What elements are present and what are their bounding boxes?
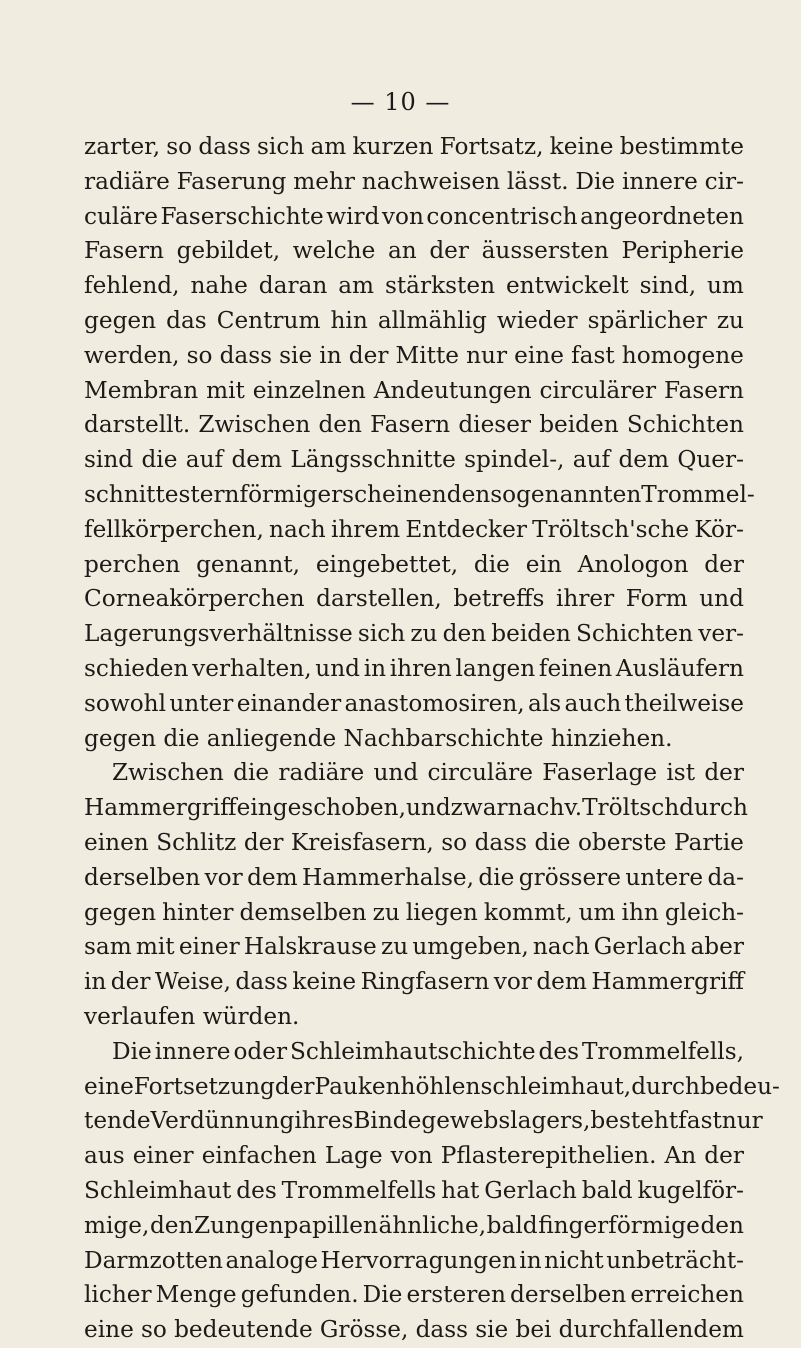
text-line: licher Menge gefunden. Die ersteren derselben erreichen [84, 1281, 744, 1309]
text-line: Lagerungsverhältnisse sich zu den beiden Schichten ver- [84, 620, 744, 648]
text-line: schnitte sternförmig erscheinenden sogenannten Trommel- [84, 480, 755, 508]
text-line: Fasern gebildet, welche an der äussersten Peripherie [84, 237, 744, 265]
text-line: Schleimhaut des Trommelfells hat Gerlach bald kugelför- [84, 1176, 744, 1204]
paragraph-start-line: Die innere oder Schleimhautschichte des Trommelfells, [112, 1037, 744, 1065]
text-line: sowohl unter einander anastomosiren, als auch theilweise [84, 689, 744, 717]
text-line: zarter, so dass sich am kurzen Fortsatz, keine bestimmte [84, 133, 744, 160]
text-line: perchen genannt, eingebettet, die ein Anologon der [84, 550, 744, 578]
text-line: mige, den Zungenpapillen ähnliche, bald fingerförmige den [84, 1211, 744, 1239]
text-line: derselben vor dem Hammerhalse, die grössere untere da- [84, 863, 744, 891]
text-line: werden, so dass sie in der Mitte nur eine fast homogene [84, 341, 744, 369]
text-line: einen Schlitz der Kreisfasern, so dass die oberste Partie [84, 828, 744, 856]
text-line: Corneakörperchen darstellen, betreffs ihrer Form und [84, 585, 744, 613]
paragraph-end-line: gegen die anliegende Nachbarschichte hinziehen. [84, 724, 673, 752]
text-line: Hammergriff eingeschoben, und zwar nach v. Tröltsch durch [84, 794, 748, 822]
text-line: tende Verdünnung ihres Bindegewebslagers, besteht fast nur [84, 1107, 763, 1135]
body-text [84, 130, 780, 1348]
text-line: gegen das Centrum hin allmählig wieder spärlicher zu [84, 306, 744, 334]
text-line: fellkörperchen, nach ihrem Entdecker Tröltsch'sche Kör- [84, 515, 744, 543]
text-line: in der Weise, dass keine Ringfasern vor dem Hammergriff [84, 968, 744, 996]
text-line: Darmzotten analoge Hervorragungen in nicht unbeträcht- [84, 1246, 744, 1274]
text-line: sind die auf dem Längsschnitte spindel-, auf dem Quer- [84, 446, 744, 474]
text-line: culäre Faserschichte wird von concentrisch angeordneten [84, 202, 744, 230]
text-line: Membran mit einzelnen Andeutungen circulärer Fasern [84, 376, 744, 404]
text-line: darstellt. Zwischen den Fasern dieser beiden Schichten [84, 411, 744, 439]
text-line: aus einer einfachen Lage von Pflasterepithelien. An der [84, 1142, 744, 1170]
text-line: radiäre Faserung mehr nachweisen lässt. Die innere cir- [84, 167, 744, 195]
text-line: eine Fortsetzung der Paukenhöhlenschleimhaut, durch bedeu- [84, 1072, 780, 1100]
paragraph-end-line: verlaufen würden. [84, 1002, 300, 1030]
text-line: fehlend, nahe daran am stärksten entwickelt sind, um [84, 272, 744, 300]
text-line: eine so bedeutende Grösse, dass sie bei durchfallendem [84, 1316, 744, 1344]
text-line: gegen hinter demselben zu liegen kommt, um ihn gleich- [84, 898, 744, 926]
text-line: schieden verhalten, und in ihren langen feinen Ausläufern [84, 654, 744, 682]
text-line: sam mit einer Halskrause zu umgeben, nach Gerlach aber [84, 933, 744, 961]
page-number: — 10 — [350, 88, 451, 116]
paragraph-start-line: Zwischen die radiäre und circuläre Faserlage ist der [112, 759, 744, 787]
